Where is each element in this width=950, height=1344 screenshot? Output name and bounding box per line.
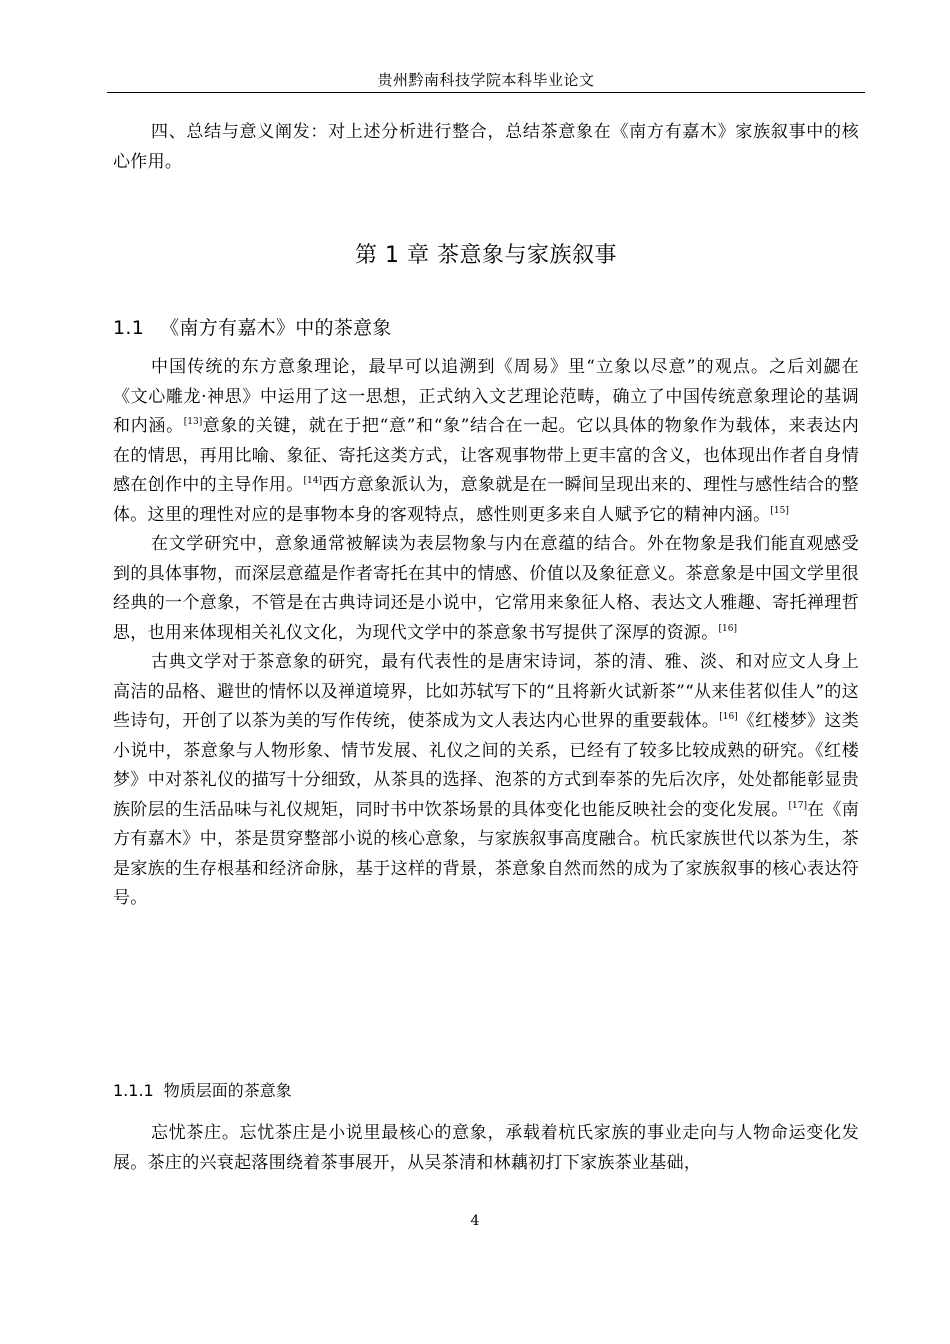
- citation-ref: [16]: [718, 623, 737, 634]
- text-run: 在文学研究中，意象通常被解读为表层物象与内在意蕴的结合。外在物象是我们能直观感受到的具体事物，而深层意蕴是作者寄托在其中的情感、价值以及象征意义。茶意象是中国文学里很经典的一个意象，不管是在古典诗词还是小说中，它常用来象征人格、表达文人雅趣、寄托禅理哲思，也用来体现相关礼仪文化，为现代文学中的茶意象书写提供了深厚的资源。: [113, 534, 859, 643]
- body-paragraph: [113, 648, 859, 914]
- chapter-name: 茶意象与家族叙事: [436, 243, 617, 268]
- citation-ref: [17]: [788, 800, 808, 811]
- intro-paragraph: 四、总结与意义阐发：对上述分析进行整合，总结茶意象在《南方有嘉木》家族叙事中的核心作用。: [113, 122, 859, 172]
- body-paragraph: [113, 353, 859, 530]
- text-run: 古典文学对于茶意象的研究，最有代表性的是唐宋诗词，茶的清、雅、淡、和对应文人身上高洁的品格、避世的情怀以及禅道境界，比如苏轼写下的“且将新火试新茶”“从来佳茗似佳人”的这些诗句，开创了以茶为美的写作传统，使茶成为文人表达内心世界的重要载体。: [113, 652, 859, 731]
- text-run: 中国传统的东方意象理论，最早可以追溯到《周易》里“立象以尽意”的观点。之后刘勰在《文心雕龙·神思》中运用了这一思想，正式纳入文艺理论范畴，确立了中国传统意象理论的基调和内涵。: [113, 357, 859, 436]
- page-number: 4: [470, 1213, 480, 1229]
- section-body: [113, 353, 859, 914]
- text-run: 意象的关键，就在于把“意”和“象”结合在一起。它以具体的物象作为载体，来表达内在的情思，再用比喻、象征、寄托这类方式，让客观事物带上更丰富的含义，也体现出作者自身情感在创作中的主导作用。: [113, 416, 860, 495]
- chapter-number: 第 1 章: [355, 243, 430, 268]
- section-name: 《南方有嘉木》中的茶意象: [160, 317, 392, 339]
- header-rule: [107, 92, 865, 93]
- citation-ref: [13]: [183, 417, 203, 427]
- citation-ref: [14]: [303, 476, 323, 486]
- text-run: 西方意象派认为，意象就是在一瞬间呈现出来的、理性与感性结合的整体。这里的理性对应的是事物本身的客观特点，感性则更多来自人赋予它的精神内涵。: [113, 475, 859, 525]
- text-run: 在《南方有嘉木》中，茶是贯穿整部小说的核心意象，与家族叙事高度融合。杭氏家族世代以茶为生，茶是家族的生存根基和经济命脉，基于这样的背景，茶意象自然而然的成为了家族叙事的核心表达符号。: [113, 799, 859, 908]
- subsection-body: [113, 1119, 859, 1178]
- body-paragraph: [113, 530, 859, 648]
- section-number: 1.1: [113, 317, 145, 339]
- subsection-title: [113, 1078, 859, 1104]
- intro-block: [113, 118, 859, 177]
- citation-ref: [16]: [719, 712, 738, 722]
- text-run: 《红楼梦》这类小说中，茶意象与人物形象、情节发展、礼仪之间的关系，已经有了较多比较成熟的研究。《红楼梦》中对茶礼仪的描写十分细致，从茶具的选择、泡茶的方式到奉茶的先后次序，处处都能彰显贵族阶层的生活品味与礼仪规矩，同时书中饮茶场景的具体变化也能反映社会的变化发展。: [113, 711, 860, 820]
- citation-ref: [15]: [770, 505, 789, 516]
- subsection-name: 物质层面的茶意象: [163, 1081, 292, 1100]
- section-title: [113, 313, 859, 343]
- body-paragraph: 忘忧茶庄。忘忧茶庄是小说里最核心的意象，承载着杭氏家族的事业走向与人物命运变化发展。茶庄的兴衰起落围绕着茶事展开，从吴茶清和林藕初打下家族茶业基础，: [113, 1123, 859, 1173]
- subsection-number: 1.1.1: [113, 1081, 154, 1100]
- chapter-title: [113, 240, 859, 272]
- running-header: 贵州黔南科技学院本科毕业论文: [377, 71, 595, 89]
